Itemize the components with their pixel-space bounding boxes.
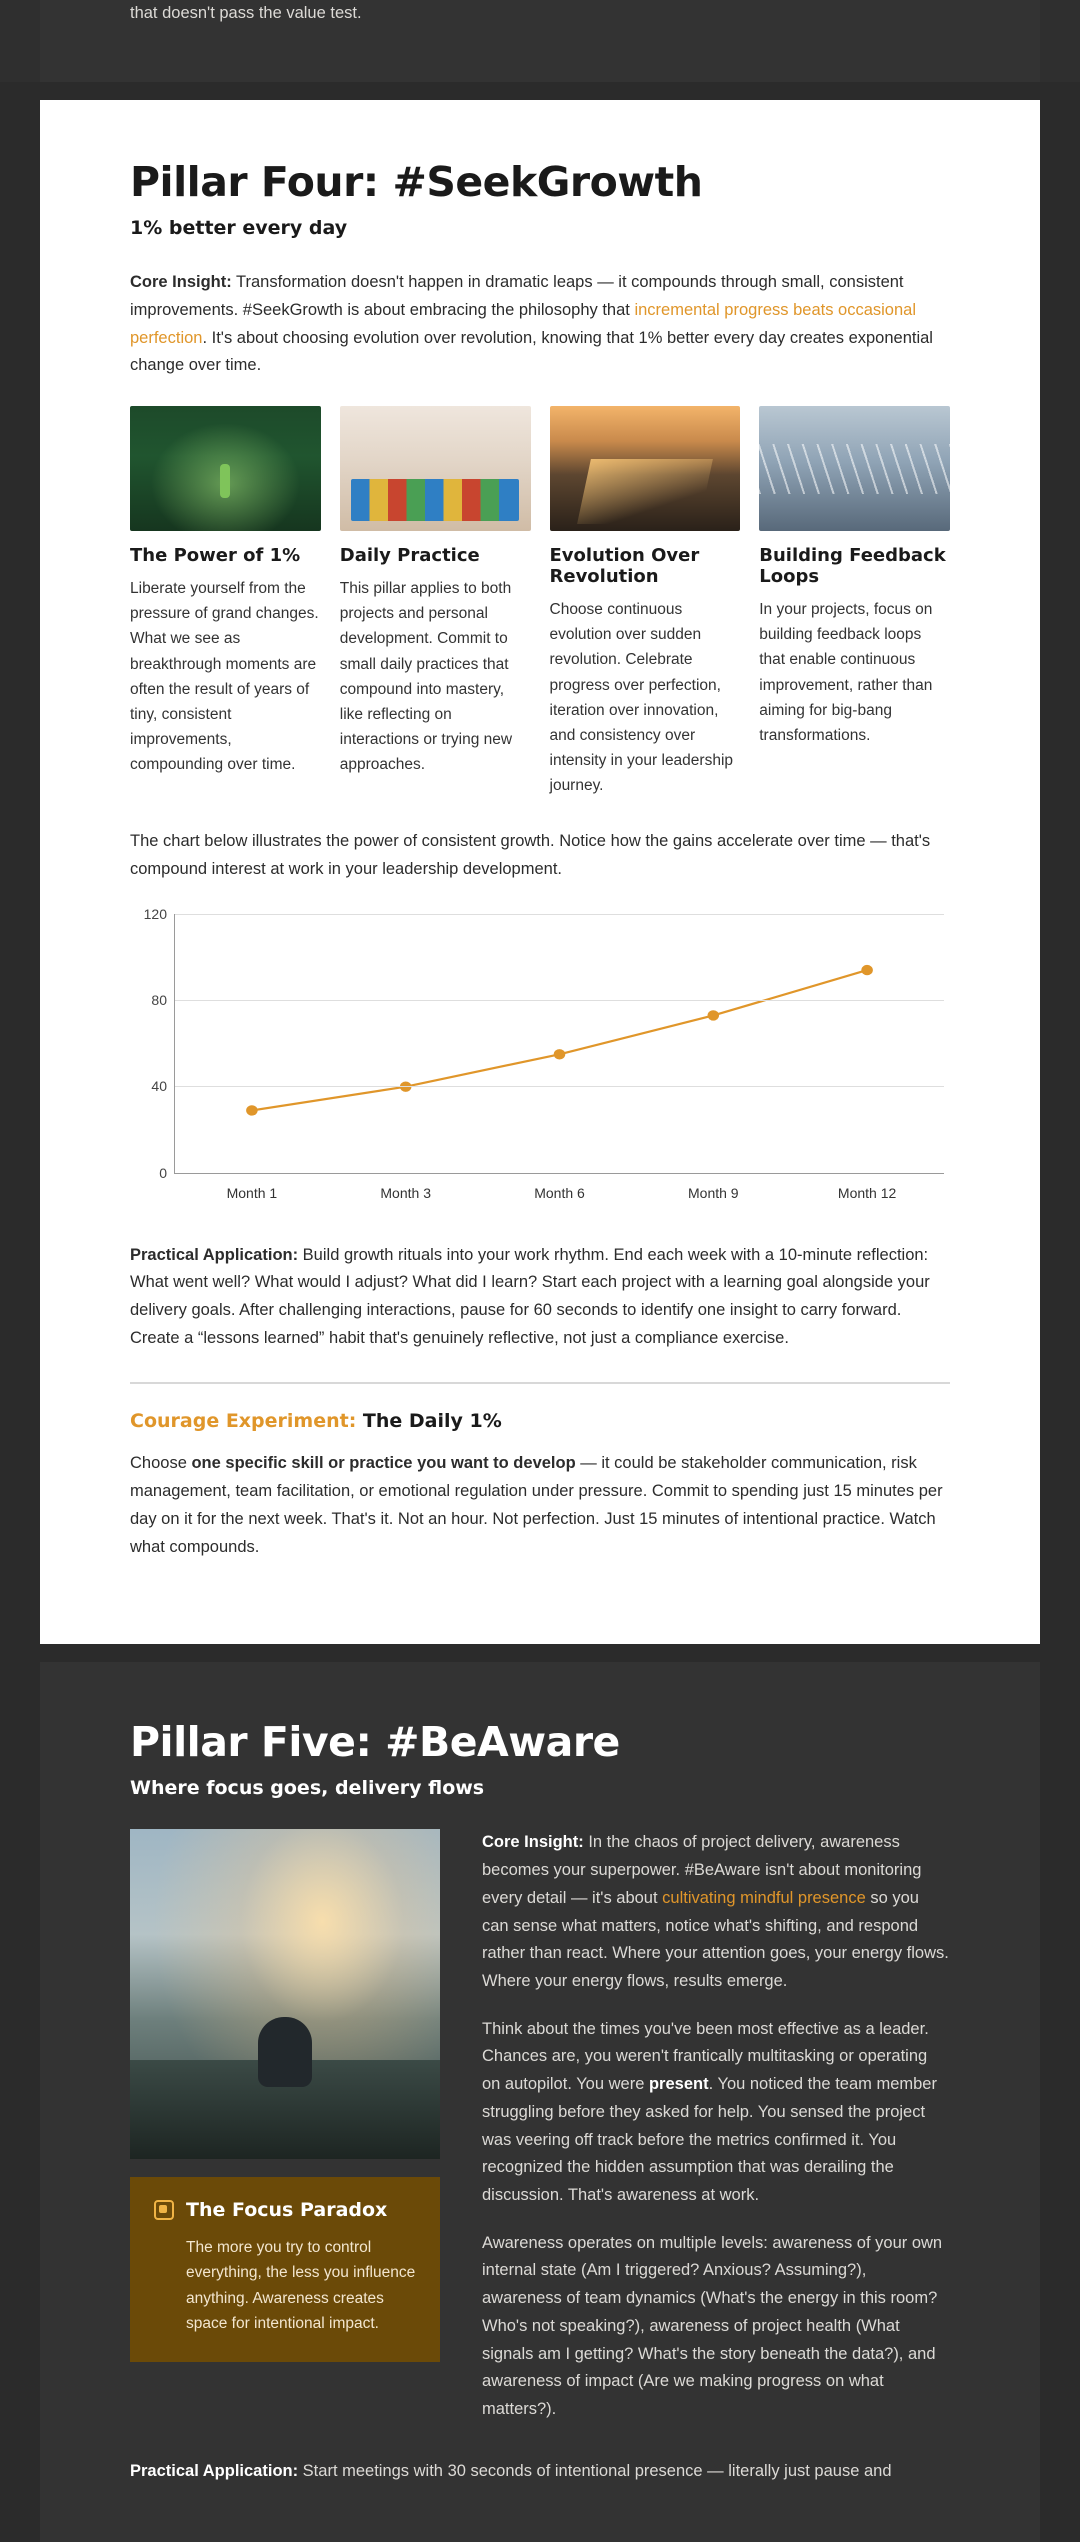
pillar-four-section: [40, 100, 1040, 1644]
previous-section-partial: [0, 0, 1080, 82]
pillar-five-subtitle: Where focus goes, delivery flows: [130, 1777, 485, 1800]
paragraph-2-text-2: . You noticed the team member struggling before they asked for help. You sensed the project was veering off track before the metrics confirmed it. You recognized the hidden assumption that was derailing the discussion. That's awareness at work.: [482, 2075, 937, 2204]
card-title: Evolution Over Revolution: [549, 545, 700, 588]
card-text: Choose continuous evolution over sudden revolution. Celebrate progress over perfection, iteration over innovation, and consistency over intensity in your leadership journey.: [549, 601, 734, 794]
pillar-five-paragraph-3: Awareness operates on multiple levels: awareness of your own internal state (Am I triggered? Anxious? Assuming?), awareness of team dynamics (What's the energy in this room? Who's not speaking?), awareness of project health (What signals am I getting? What's the story beneath the data?), and awareness of impact (Are we making progress on what matters?).: [482, 2233, 943, 2418]
focus-paradox-text: The more you try to control everything, the less you influence anything. Awareness creates space for intentional impact.: [186, 2239, 416, 2332]
pillar-five-core-insight: [482, 1829, 950, 1995]
paragraph-2-text-1: Think about the times you've been most effective as a leader. Chances are, you weren't frantically multitasking or operating on autopilot. You were: [482, 2019, 929, 2094]
core-insight-text-1: Transformation doesn't happen in dramatic leaps — it compounds through small, consistent improvements. #SeekGrowth is about embracing the philosophy that: [130, 273, 904, 320]
practical-text: Start meetings with 30 seconds of intentional presence — literally just pause and: [298, 2461, 892, 2480]
chart-gridline: [175, 1086, 944, 1087]
core-insight-text-1: In the chaos of project delivery, awareness becomes your superpower. #BeAware isn't about monitoring every detail — it's about: [482, 1833, 922, 1907]
pillar-five-right-column: [482, 1829, 950, 2423]
chart-x-tick-label: Month 12: [837, 1184, 897, 1201]
card-text: In your projects, focus on building feedback loops that enable continuous improvement, rather than aiming for big-bang transformations.: [759, 601, 933, 744]
winding-road-image: [550, 406, 741, 531]
pillar-five-title: Pillar Five: #BeAware: [130, 1718, 620, 1767]
list-item: [340, 406, 531, 798]
seedling-image: [130, 406, 321, 531]
pillar-four-core-insight: [130, 269, 950, 380]
pillar-five-section: [40, 1662, 1040, 2542]
card-text: This pillar applies to both projects and personal development. Commit to small daily practices that compound into mastery, like reflecting on interactions or trying new approaches.: [339, 580, 513, 773]
chart-y-tick-label: 40: [151, 1078, 167, 1095]
courage-text-1: Choose: [130, 1454, 192, 1473]
card-title: The Power of 1%: [130, 545, 301, 567]
page-title: Pillar Four: #SeekGrowth: [130, 158, 703, 207]
chart-data-point: [246, 1105, 258, 1115]
divider: [130, 1382, 950, 1384]
courage-text-bold: one specific skill or practice you want to develop: [191, 1454, 576, 1473]
focus-paradox-heading: [154, 2199, 416, 2221]
courage-label: Courage Experiment:: [130, 1410, 357, 1433]
pillar-five-left-column: [130, 1829, 440, 2423]
card-title: Building Feedback Loops: [759, 545, 946, 588]
chart-gridline: [175, 1000, 944, 1001]
chart-x-tick-label: Month 9: [688, 1184, 739, 1201]
pillar-four-cards: [130, 406, 950, 798]
growth-chart: [130, 906, 950, 1216]
chart-data-point: [554, 1049, 566, 1059]
list-item: [550, 406, 741, 798]
chart-series-line: [175, 914, 944, 1173]
pillar-five-paragraph-2: [482, 2016, 950, 2210]
chart-data-point: [708, 1010, 720, 1020]
chart-data-point: [861, 964, 873, 974]
core-insight-label: Core Insight:: [482, 1833, 584, 1852]
previous-section-left-text: that doesn't pass the value test.: [130, 4, 362, 22]
previous-section-strip: [40, 0, 1040, 82]
courage-title: The Daily 1%: [356, 1410, 502, 1433]
paragraph-2-bold: present: [648, 2075, 709, 2094]
card-text: Liberate yourself from the pressure of grand changes. What we see as breakthrough moments are often the result of years of tiny, consistent improvements, compounding over time.: [130, 580, 319, 773]
note-icon: [154, 2200, 174, 2220]
core-insight-text-2: so you can sense what matters, notice what's shifting, and respond rather than react. Where your attention goes, your energy flows. Where your energy flows, results emerge.: [482, 1888, 949, 1990]
building-blocks-image: [340, 406, 531, 531]
bridge-structure-image: [759, 406, 950, 531]
meditating-figure: [258, 2017, 312, 2087]
chart-x-tick-label: Month 3: [380, 1184, 431, 1201]
core-insight-text-2: . It's about choosing evolution over revolution, knowing that 1% better every day creates exponential change over time.: [130, 328, 933, 375]
courage-text-2: — it could be stakeholder communication, risk management, team facilitation, or emotional regulation under pressure. Commit to spending just 15 minutes per day on it for the next week. That's it. Not an hour. Not perfection. Just 15 minutes of intentional practice. Watch what compounds.: [130, 1454, 943, 1556]
pillar-five-columns: [130, 1829, 950, 2423]
chart-x-tick-label: Month 6: [534, 1184, 585, 1201]
courage-experiment-text: [130, 1450, 950, 1561]
core-insight-label: Core Insight:: [130, 273, 232, 292]
core-insight-highlight: cultivating mindful presence: [662, 1888, 866, 1907]
chart-y-tick-label: 80: [151, 991, 167, 1008]
pillar-five-practical-application: [130, 2458, 950, 2486]
practical-label: Practical Application:: [130, 1245, 299, 1264]
focus-paradox-title: The Focus Paradox: [186, 2199, 388, 2222]
practical-label: Practical Application:: [130, 2461, 299, 2480]
list-item: [130, 406, 321, 798]
chart-intro-text: The chart below illustrates the power of consistent growth. Notice how the gains accelerate over time — that's compound interest at work in your leadership development.: [130, 832, 931, 878]
pillar-four-practical-application: [130, 1242, 950, 1353]
core-insight-highlight: incremental progress beats occasional perfection: [130, 301, 917, 347]
chart-gridline: [175, 914, 944, 915]
chart-y-tick-label: 120: [143, 905, 167, 922]
chart-plot-area: [143, 905, 944, 1201]
meditation-image: [130, 1829, 440, 2159]
pillar-four-subtitle: 1% better every day: [130, 217, 348, 240]
chart-x-tick-label: Month 1: [226, 1184, 278, 1201]
chart-y-tick-label: 0: [159, 1164, 167, 1181]
practical-text: Build growth rituals into your work rhythm. End each week with a 10-minute reflection: What went well? What would I adjust? What did I learn? Start each project with a learning goal alongside your delivery goals. After challenging interactions, pause for 60 seconds to identify one insight to carry forward. Create a “lessons learned” habit that's genuinely reflective, not just a compliance exercise.: [130, 1245, 930, 1347]
card-title: Daily Practice: [339, 545, 480, 567]
previous-section-right-text: [560, 0, 950, 27]
list-item: [759, 406, 950, 798]
focus-paradox-callout: [130, 2177, 440, 2361]
courage-experiment-heading: [130, 1410, 950, 1432]
previous-section-text-row: [40, 0, 1040, 27]
